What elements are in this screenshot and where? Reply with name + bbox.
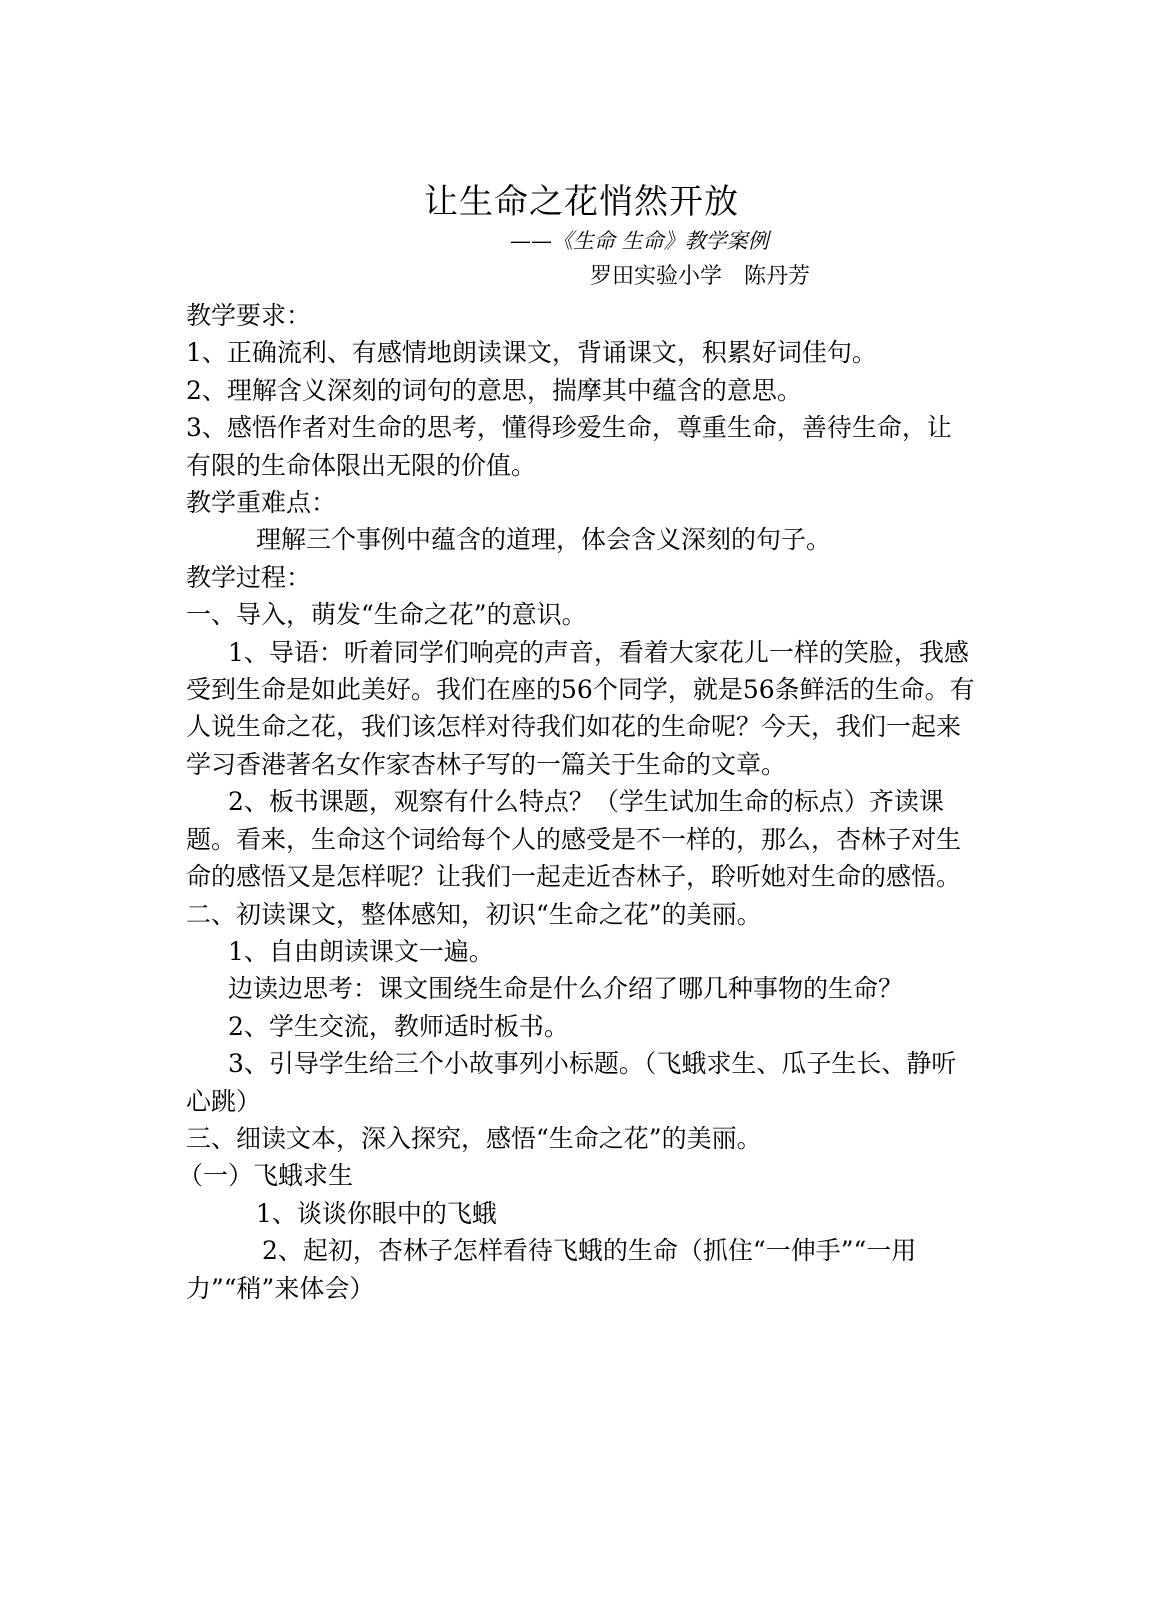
requirement-item: 1、正确流利、有感情地朗读课文，背诵课文，积累好词佳句。 <box>186 338 877 368</box>
step-heading: 一、导入，萌发“生命之花”的意识。 <box>186 600 587 630</box>
author-line: 罗田实验小学 陈丹芳 <box>590 264 811 289</box>
paragraph: 3、引导学生给三个小故事列小标题。（飞蛾求生、瓜子生长、静听心跳） <box>186 1049 957 1116</box>
paragraph: 1、谈谈你眼中的飞蛾 <box>256 1198 497 1228</box>
section-heading: 教学过程： <box>186 562 312 592</box>
sub-heading: （一）飞蛾求生 <box>178 1161 354 1191</box>
paragraph: 2、起初，杏林子怎样看待飞蛾的生命（抓住“一伸手”“一用力”“稍”来体会） <box>186 1236 917 1303</box>
step-heading: 三、细读文本，深入探究，感悟“生命之花”的美丽。 <box>186 1123 762 1153</box>
paragraph: 1、导语：听着同学们响亮的声音，看着大家花儿一样的笑脸，我感受到生命是如此美好。我们在座的56个同学，就是56条鲜活的生命。有人说生命之花，我们该怎样对待我们如花的生命呢？今天，我们一起来学习香港著名女作家杏林子写的一篇关于生命的文章。 <box>186 637 975 779</box>
requirement-item: 2、理解含义深刻的词句的意思，揣摩其中蕴含的意思。 <box>186 375 802 405</box>
paragraph: 1、自由朗读课文一遍。 <box>228 936 494 966</box>
paragraph: 2、板书课题，观察有什么特点？（学生试加生命的标点）齐读课题。看来，生命这个词给每个人的感受是不一样的，那么，杏林子对生命的感悟又是怎样呢？让我们一起走近杏林子，聆听她对生命的感悟。 <box>186 787 962 892</box>
document-subtitle: ——《生命 生命》教学案例 <box>510 229 769 253</box>
step-heading: 二、初读课文，整体感知，初识“生命之花”的美丽。 <box>186 899 762 929</box>
key-point-text: 理解三个事例中蕴含的道理，体会含义深刻的句子。 <box>256 525 832 555</box>
section-heading: 教学重难点： <box>186 488 337 518</box>
document-body <box>178 297 976 1307</box>
section-heading: 教学要求： <box>186 301 312 330</box>
document-title: 让生命之花悄然开放 <box>424 182 739 222</box>
requirement-item: 3、感悟作者对生命的思考，懂得珍爱生命，尊重生命，善待生命，让有限的生命体限出无限的价值。 <box>186 413 952 480</box>
paragraph: 2、学生交流，教师适时板书。 <box>228 1011 569 1041</box>
paragraph: 边读边思考：课文围绕生命是什么介绍了哪几种事物的生命？ <box>228 974 904 1004</box>
